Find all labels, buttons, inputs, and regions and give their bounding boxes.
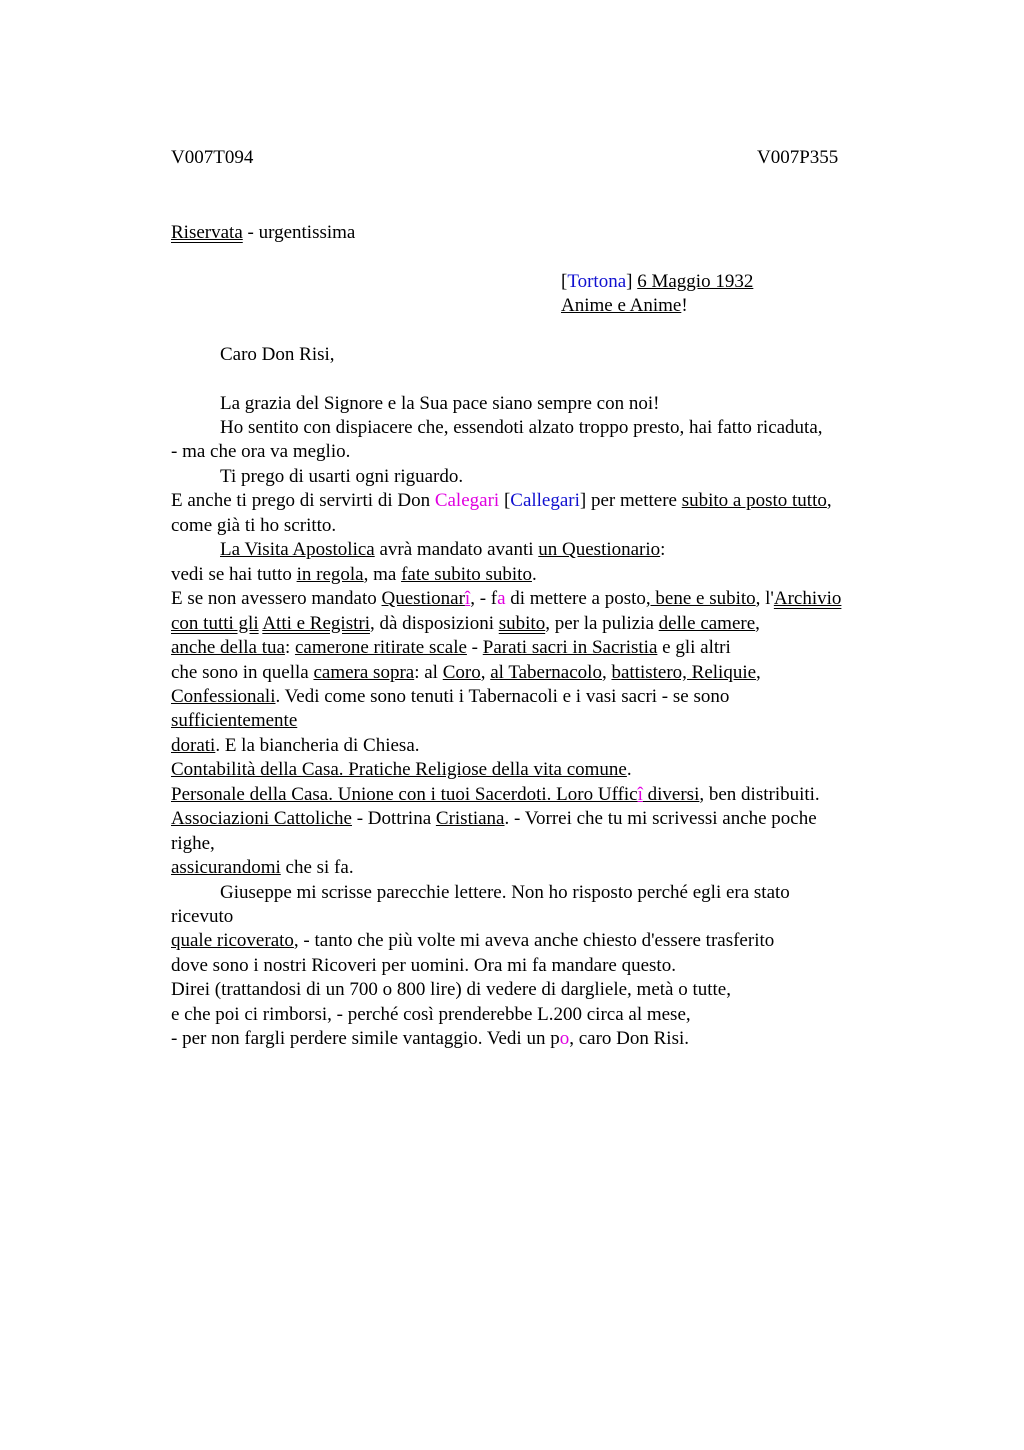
underlined-text: delle camere [658, 613, 756, 634]
body-line-2: Ho sentito con dispiacere che, essendoti alzato troppo presto, hai fatto ricaduta, [220, 417, 823, 438]
text: . Vedi come sono tenuti i Tabernacoli e i vasi sacri - se sono [275, 686, 730, 707]
editorial-mark: î [637, 784, 643, 805]
text: - per non fargli perdere simile vantaggio. Vedi un p [171, 1028, 560, 1049]
body-line-25: Direi (trattandosi di un 700 o 800 lire) di vedere di dargliele, metà o tutte, [171, 979, 731, 1000]
body-line-4: Ti prego di usarti ogni riguardo. [220, 466, 464, 487]
text: , ma [363, 564, 402, 585]
text: ] per mettere [579, 490, 682, 511]
classification-label: Riservata [171, 222, 243, 243]
text: , ben distribuiti. [699, 784, 820, 805]
motto-end: ! [681, 295, 688, 316]
body-line-16 [171, 758, 632, 782]
underlined-text: Contabilità della Casa. Pratiche Religiose della vita comune [171, 759, 627, 780]
salutation: Caro Don Risi, [220, 344, 335, 365]
body-line-11 [171, 636, 731, 660]
underlined-text: anche della tua [171, 637, 285, 658]
text: , - tanto che più volte mi aveva anche chiesto d'essere trasferito [293, 930, 775, 951]
body-line-14 [171, 709, 297, 733]
double-underlined-text: subito [498, 613, 546, 634]
underlined-text: al Tabernacolo [490, 662, 602, 683]
editorial-mark: î [464, 588, 471, 609]
bracket-close: ] [626, 271, 633, 292]
text: che sono in quella [171, 662, 314, 683]
body-line-15 [171, 734, 420, 758]
text: , - f [470, 588, 498, 609]
body-line-13 [171, 685, 729, 709]
document-code-right: V007P355 [757, 147, 839, 168]
underlined-text: quale ricoverato [171, 930, 294, 951]
editorial-mark: o [559, 1028, 570, 1049]
classification-rest: - urgentissima [242, 222, 356, 243]
body-line-27 [171, 1027, 689, 1051]
underlined-text: diversi [642, 784, 700, 805]
body-line-17 [171, 783, 820, 807]
text: e gli altri [657, 637, 731, 658]
body-line-7 [220, 538, 665, 562]
text: . [626, 759, 632, 780]
underlined-text: Confessionali [171, 686, 276, 707]
motto: Anime e Anime [561, 295, 682, 316]
underlined-text: assicurandomi [171, 857, 281, 878]
text: - Dottrina [351, 808, 436, 829]
text: , caro Don Risi. [569, 1028, 689, 1049]
underlined-text: subito a posto tutto [681, 490, 827, 511]
body-line-19: righe, [171, 833, 215, 854]
double-underlined-text: con tutti gli [171, 613, 259, 634]
name-corrected-spelling: Callegari [510, 490, 580, 511]
letter-date: 6 Maggio 1932 [637, 271, 754, 292]
document-code-left: V007T094 [171, 147, 254, 168]
text: , dà disposizioni [369, 613, 499, 634]
underlined-text: Coro [442, 662, 481, 683]
body-line-10 [171, 612, 760, 636]
underlined-text: fate subito subito [401, 564, 532, 585]
text: : al [414, 662, 443, 683]
text: - [466, 637, 483, 658]
underlined-text: camera sopra [313, 662, 415, 683]
underlined-text: sufficientemente [171, 710, 298, 731]
underlined-text: Personale della Casa. Unione con i tuoi Sacerdoti. Loro Uffic [171, 784, 638, 805]
underlined-text: un Questionario [538, 539, 661, 560]
underlined-text: battistero, Reliquie [611, 662, 757, 683]
text: , [480, 662, 491, 683]
body-line-1: La grazia del Signore e la Sua pace siano sempre con noi! [220, 393, 660, 414]
name-original-spelling: Calegari [434, 490, 500, 511]
text: E anche ti prego di servirti di Don [171, 490, 435, 511]
underlined-text: , bene e subito [645, 588, 756, 609]
body-line-23 [171, 929, 774, 953]
text: , [756, 662, 761, 683]
body-line-5 [171, 489, 832, 513]
underlined-text: La Visita Apostolica [220, 539, 375, 560]
body-line-21: Giuseppe mi scrisse parecchie lettere. Non ho risposto perché egli era stato [220, 882, 790, 903]
body-line-18 [171, 807, 817, 831]
text: vedi se hai tutto [171, 564, 297, 585]
double-underlined-text: Atti e Registri [262, 613, 370, 634]
underlined-text: camerone ritirate scale [294, 637, 467, 658]
text: che si fa. [280, 857, 354, 878]
text: . - Vorrei che tu mi scrivessi anche poche [504, 808, 817, 829]
underlined-text: Parati sacri in Sacristia [482, 637, 658, 658]
underlined-text: Cristiana [435, 808, 505, 829]
body-line-3: - ma che ora va meglio. [171, 441, 351, 462]
classification-line [171, 221, 355, 245]
editorial-mark: a [497, 588, 506, 609]
underlined-text: Associazioni Cattoliche [171, 808, 352, 829]
body-line-9 [171, 587, 841, 611]
double-underlined-text: Archivio [773, 588, 842, 609]
text: avrà mandato avanti [374, 539, 539, 560]
text: , per la pulizia [545, 613, 659, 634]
body-line-26: e che poi ci rimborsi, - perché così prenderebbe L.200 circa al mese, [171, 1004, 691, 1025]
place-name: Tortona [567, 271, 627, 292]
underlined-text: in regola [296, 564, 364, 585]
text: : [660, 539, 666, 560]
text: [ [499, 490, 511, 511]
dateline [561, 270, 753, 294]
bracket-open: [ [561, 271, 568, 292]
body-line-8 [171, 563, 537, 587]
underlined-text: Questionar [381, 588, 465, 609]
body-line-12 [171, 661, 761, 685]
body-line-22: ricevuto [171, 906, 234, 927]
text: , l' [755, 588, 774, 609]
motto-line [561, 294, 688, 318]
body-line-6: come già ti ho scritto. [171, 515, 337, 536]
text: E se non avessero mandato [171, 588, 382, 609]
text: . [531, 564, 537, 585]
underlined-text: dorati [171, 735, 216, 756]
body-line-20 [171, 856, 354, 880]
text: : [284, 637, 295, 658]
text: , [601, 662, 612, 683]
text: . E la biancheria di Chiesa. [215, 735, 420, 756]
text: , [826, 490, 832, 511]
text: , [755, 613, 760, 634]
text: di mettere a posto [505, 588, 646, 609]
body-line-24: dove sono i nostri Ricoveri per uomini. Ora mi fa mandare questo. [171, 955, 676, 976]
